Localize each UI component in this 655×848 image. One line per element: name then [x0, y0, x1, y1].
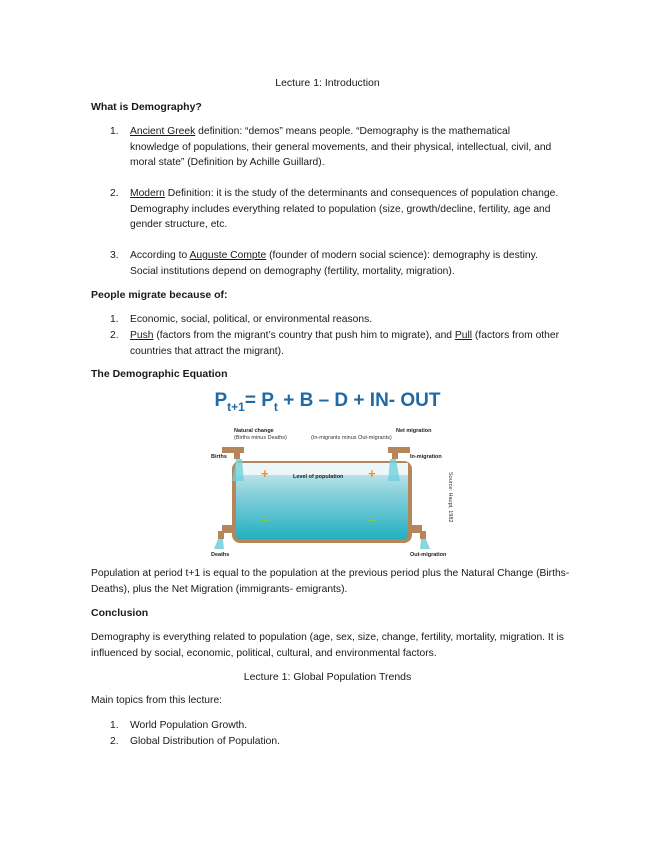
out-migration-stream [420, 539, 430, 549]
pull-text: (factors from other countries that attract the migrant). [130, 330, 560, 357]
formula-rest: + B – D + IN- OUT [277, 390, 441, 411]
out-migration-label: Out-migration [410, 552, 447, 558]
source-label: Source: Haupt, 1982 [447, 472, 453, 523]
term-auguste-compte: Auguste Compte [189, 250, 267, 261]
deaths-stream [214, 539, 224, 549]
list-item [110, 328, 560, 359]
topic-text: Global Distribution of Population. [130, 736, 280, 747]
definition-prefix: According to [130, 250, 190, 261]
plus-right: + [368, 466, 376, 481]
list-number: 1. [110, 314, 119, 325]
list-item [110, 248, 560, 279]
in-migration-label: In-migration [410, 454, 442, 460]
definition-text: (founder of modern social science): demography is destiny. Social institutions depend on demography (fertility, mortality, migration). [130, 250, 538, 277]
definition-text: Definition: it is the study of the determinants and consequences of population change. Demography includes everything related to population (size, growth/decline, fertility, age and gender structure, etc. [130, 188, 559, 230]
list-item [110, 718, 560, 734]
topics-intro: Main topics from this lecture: [91, 695, 223, 706]
topic-text: World Population Growth. [130, 720, 248, 731]
births-label: Births [211, 454, 227, 460]
what-is-demography-heading: What is Demography? [91, 101, 202, 113]
list-item [110, 734, 560, 750]
list-item [110, 312, 560, 328]
net-migration-sublabel: (In-migrants minus Out-migrants) [311, 435, 392, 441]
in-migration-faucet-icon [388, 447, 410, 459]
level-of-population-label: Level of population [293, 474, 344, 480]
formula-p: P [214, 390, 228, 411]
natural-change-label: Natural change [234, 428, 274, 434]
out-migration-faucet-icon [410, 525, 426, 539]
deaths-label: Deaths [211, 552, 230, 558]
list-number: 2. [110, 736, 119, 747]
list-number: 2. [110, 330, 119, 341]
migrate-reason-text: Economic, social, political, or environmental reasons. [130, 314, 373, 325]
term-ancient-greek: Ancient Greek [130, 126, 196, 137]
plus-left: + [261, 466, 269, 481]
list-item [110, 186, 560, 233]
list-number: 3. [110, 250, 119, 261]
minus-left: − [261, 512, 270, 528]
push-text: (factors from the migrant’s country that push him to migrate), and [153, 330, 455, 341]
list-number: 2. [110, 188, 119, 199]
term-push: Push [130, 330, 154, 341]
minus-right: − [368, 512, 377, 528]
migrate-heading: People migrate because of: [91, 289, 228, 301]
conclusion-heading: Conclusion [91, 607, 149, 619]
net-migration-label: Net migration [396, 428, 432, 434]
formula-sub-t: t [273, 399, 278, 414]
term-pull: Pull [454, 330, 473, 341]
natural-change-sublabel: (Births minus Deaths) [234, 435, 287, 441]
definition-text: definition: “demos” means people. “Demography is the mathematical knowledge of populations, their general movements, and their physical, intellectual, civil, and moral state” (Definition by Achille Guillard). [130, 126, 552, 168]
demographic-formula [0, 390, 655, 414]
list-number: 1. [110, 720, 119, 731]
lecture-title: Lecture 1: Introduction [275, 77, 380, 89]
lecture-title-2: Lecture 1: Global Population Trends [243, 671, 412, 683]
formula-sub-t1: t+1 [227, 399, 245, 414]
term-modern: Modern [130, 188, 165, 199]
population-paragraph: Population at period t+1 is equal to the population at the previous period plus the Natural Change (Births-Deaths), plus the Net Migration (immigrants- emigrants). [91, 568, 570, 595]
list-number: 1. [110, 126, 119, 137]
conclusion-paragraph: Demography is everything related to population (age, sex, size, change, fertility, mortality, migration. It is influenced by social, economic, political, cultural, and environmental factors. [91, 632, 564, 659]
list-item [110, 124, 560, 171]
population-tank-diagram [200, 420, 455, 560]
formula-eq: = P [244, 390, 274, 411]
deaths-faucet-icon [218, 525, 234, 539]
demographic-equation-heading: The Demographic Equation [91, 368, 228, 380]
